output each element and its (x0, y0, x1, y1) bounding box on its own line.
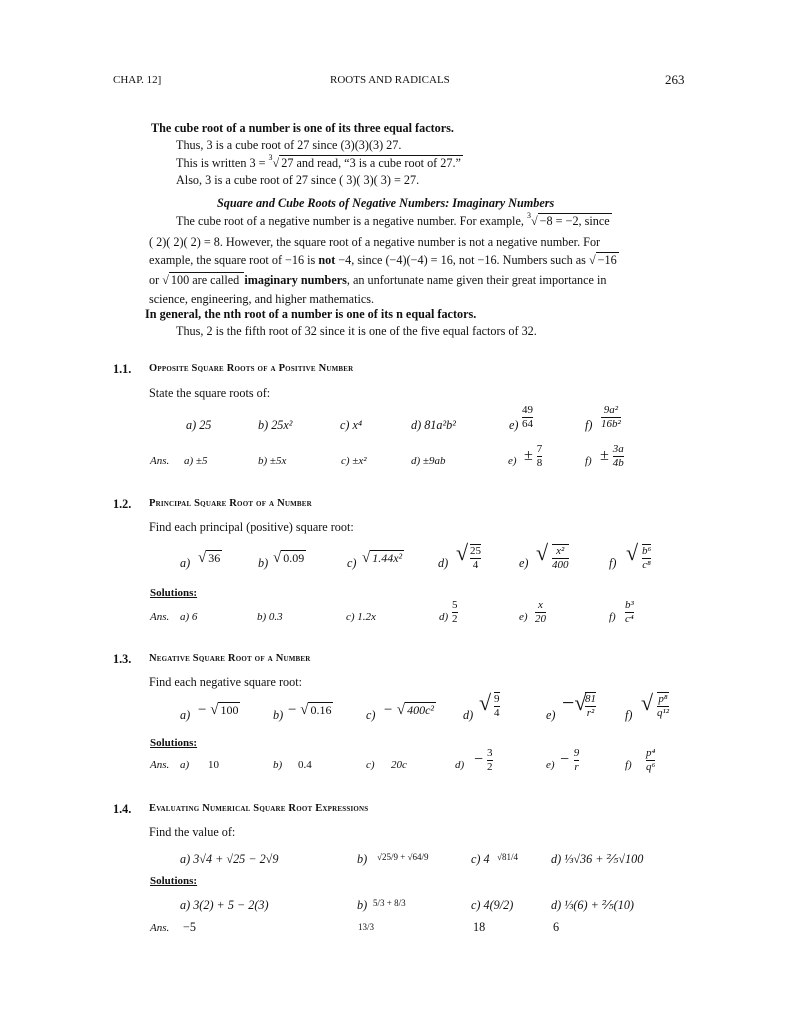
para-4b: 100 are called (170, 273, 243, 287)
p11-ans-f: f) (585, 455, 592, 467)
p14-expr-a: a) 3√4 + √25 − 2√9 (180, 852, 279, 866)
radicand: 0.16 (310, 703, 332, 717)
frac-num: 5 (452, 599, 458, 611)
p12-item-a: a) (180, 556, 191, 570)
p12-ans-d: d) (439, 611, 449, 623)
p13-ans-e-frac: − $\frac{9}{r}$ (559, 747, 580, 773)
frac-den: q¹² (657, 707, 670, 719)
cube-index: 3 (268, 153, 273, 162)
p12-ans-c: c) 1.2x (346, 611, 376, 623)
p11-ans-c: c) ±x² (341, 455, 367, 467)
p12-ans-e-frac (535, 599, 546, 626)
p13-e-fraction (585, 692, 596, 720)
problem-1-1-title: Opposite Square Roots of a Positive Number (149, 363, 354, 374)
cube-index-2: 3 (526, 211, 531, 220)
para-4a: or (149, 273, 160, 287)
p12-b-radical (273, 550, 306, 567)
p12-item-c: c) (347, 556, 357, 570)
problem-1-3-title: Negative Square Root of a Number (149, 653, 311, 664)
frac-den: 2 (452, 613, 458, 625)
frac-num: x² (556, 545, 565, 557)
p11-item-f: f) (585, 418, 593, 432)
intro-line-2b: 27 and read, “3 is a cube root of 27.” (281, 156, 461, 170)
para-4c: , an unfortunate name given their great importance in (346, 273, 607, 287)
para-3a: example, the square root of −16 is (149, 253, 319, 267)
page-number: 263 (665, 72, 685, 87)
chapter-label: CHAP. 12] (113, 74, 162, 86)
frac-den: q⁶ (646, 761, 656, 773)
problem-1-1-number: 1.1. (113, 362, 132, 376)
p12-solutions-label: Solutions: (150, 587, 198, 599)
p13-ans-f-frac (646, 747, 655, 774)
radical-sign-icon: √ (272, 156, 280, 170)
frac-num: 81 (585, 693, 596, 705)
p13-item-a: a) (180, 708, 191, 722)
frac-num: b⁶ (642, 545, 652, 557)
problem-1-2-prompt: Find each principal (positive) square root: (149, 520, 354, 534)
p11-f-fraction (601, 404, 621, 431)
running-title: ROOTS AND RADICALS (330, 74, 450, 86)
radicand: 1.44x² (372, 551, 403, 565)
p14-expr-b-label: b) (357, 852, 368, 866)
p14-sol-d: d) ⅓(6) + ⅖(10) (551, 898, 634, 912)
frac-den: 64 (522, 418, 533, 430)
radical-sign-icon: −√ (562, 690, 587, 715)
p14-expr-b: √25/9 + √64/9 (377, 852, 429, 862)
p13-c-radical: − √ 400c² (383, 702, 435, 718)
p11-ans-f-frac: ± $\frac{3a}{4b}$ (600, 443, 624, 469)
frac-num: 49 (522, 404, 533, 416)
p13-item-c: c) (366, 708, 376, 722)
p14-sol-b-label: b) (357, 898, 368, 912)
frac-num: 25 (470, 545, 481, 557)
p12-ans-b: b) 0.3 (257, 611, 283, 623)
frac-num: 7 (536, 443, 543, 455)
p14-sol-b: 5/3 + 8/3 (373, 898, 406, 908)
p11-ans-d: d) ±9ab (411, 455, 446, 467)
problem-1-3-prompt: Find each negative square root: (149, 675, 302, 689)
p12-ans-f: f) (609, 611, 616, 623)
p12-ans-d-frac (452, 599, 458, 626)
p12-item-f: f) (609, 556, 617, 570)
p11-item-e: e) (509, 418, 519, 432)
p14-expr-c-label: c) 4 (471, 852, 490, 866)
radical-sign-icon: √ (530, 214, 538, 228)
p13-ans-a-label: a) (180, 759, 190, 771)
p13-item-f: f) (625, 708, 633, 722)
p14-expr-c: √81/4 (497, 852, 518, 862)
para-3 (149, 253, 619, 268)
p12-ans-a: a) 6 (180, 611, 198, 623)
p12-ans-e: e) (519, 611, 528, 623)
frac-den: 4 (470, 558, 481, 572)
p12-item-d: d) (438, 556, 449, 570)
para-4 (149, 273, 606, 288)
radicand: 100 (220, 703, 239, 717)
problem-1-4-title: Evaluating Numerical Square Root Expressions (149, 803, 369, 814)
p11-item-a: a) 25 (186, 418, 212, 432)
p12-item-b: b) (258, 556, 269, 570)
problem-1-4-prompt: Find the value of: (149, 825, 236, 839)
frac-den: 8 (536, 457, 543, 469)
frac-den: c⁴ (625, 613, 634, 625)
p12-c-radical (362, 550, 404, 567)
problem-1-2-number: 1.2. (113, 497, 132, 511)
p12-d-fraction (470, 544, 481, 572)
para-4-bold: imaginary numbers (244, 273, 347, 287)
nth-root-definition: In general, the nth root of a number is one of its n equal factors. (145, 307, 477, 321)
p14-sol-a: a) 3(2) + 5 − 2(3) (180, 898, 269, 912)
radicand: 0.09 (283, 551, 305, 565)
para-1 (176, 211, 612, 230)
frac-num: 3 (487, 747, 493, 759)
problem-1-1-prompt: State the square roots of: (149, 386, 271, 400)
radical-sign-icon: √ (273, 550, 282, 566)
p14-expr-d: d) ⅓√36 + ⅖√100 (551, 852, 644, 866)
p14-sol-c: c) 4(9/2) (471, 898, 514, 912)
frac-num: 9a² (603, 404, 619, 416)
intro-line-2 (176, 153, 463, 172)
p13-d-fraction (494, 692, 500, 720)
problem-1-4-number: 1.4. (113, 802, 132, 816)
p13-ans-d-frac: − $\frac{3}{2}$ (474, 747, 493, 773)
radical-sign-icon: √ (210, 702, 219, 718)
p11-ans-e-frac: ± $\frac{7}{8}$ (524, 443, 543, 469)
p11-ans-a: a) ±5 (184, 455, 208, 467)
frac-den: 20 (535, 613, 546, 625)
p11-ans-label: Ans. (150, 455, 170, 467)
problem-1-3-number: 1.3. (113, 652, 132, 666)
p14-ans-a: −5 (183, 920, 196, 934)
p11-item-c: c) x⁴ (340, 418, 363, 432)
p13-ans-f-label: f) (625, 759, 632, 771)
p13-item-b: b) (273, 708, 284, 722)
radical-sign-icon: √ (162, 273, 169, 287)
radical-sign-icon: √ (536, 540, 549, 565)
p13-ans-c: 20c (391, 759, 407, 771)
para-3c: −16 (597, 253, 617, 267)
intro-line-3: Also, 3 is a cube root of 27 since ( 3)( 3)( 3) = 27. (176, 173, 420, 187)
radical-sign-icon: √ (479, 690, 492, 715)
frac-den: 16b² (601, 418, 621, 430)
p13-ans-a: 10 (208, 759, 219, 771)
p13-ans-b-label: b) (273, 759, 283, 771)
para-3-not: not (318, 253, 336, 267)
para-5: science, engineering, and higher mathematics. (149, 292, 375, 306)
p14-ans-b: 13/3 (358, 922, 375, 932)
p13-ans-label: Ans. (150, 759, 170, 771)
para-3b: −4, since (−4)(−4) = 16, not −16. Numbers such as (338, 253, 586, 267)
radical-sign-icon: √ (396, 702, 406, 718)
frac-num: 9 (573, 747, 580, 759)
frac-den: r² (586, 707, 595, 719)
p13-ans-e-label: e) (546, 759, 555, 771)
radical-sign-icon: √ (588, 253, 596, 267)
section-subhead: Square and Cube Roots of Negative Numbers: Imaginary Numbers (217, 196, 555, 210)
radicand: 36 (208, 551, 221, 565)
problem-1-2-title: Principal Square Root of a Number (149, 498, 312, 509)
p13-f-fraction (657, 692, 669, 720)
p14-ans-c: 18 (473, 920, 486, 934)
p14-ans-label: Ans. (150, 922, 170, 934)
p13-ans-b: 0.4 (298, 759, 312, 771)
p12-f-fraction (642, 544, 651, 572)
p14-solutions-label: Solutions: (150, 875, 198, 887)
p12-a-radical (198, 550, 222, 567)
frac-num: p⁴ (646, 747, 656, 759)
p11-item-d: d) 81a²b² (411, 418, 456, 432)
para-1a: The cube root of a negative number is a negative number. For example, (176, 214, 524, 228)
radical-sign-icon: √ (641, 690, 654, 715)
p12-e-fraction (552, 544, 569, 572)
frac-den: 400 (552, 559, 569, 571)
radical-sign-icon: √ (300, 702, 309, 718)
frac-num: b³ (625, 599, 634, 611)
frac-num: x (538, 599, 543, 611)
para-2: ( 2)( 2)( 2) = 8. However, the square root of a negative number is not a negative number. For (149, 235, 601, 249)
frac-num: 9 (494, 693, 500, 705)
frac-den: 4b (612, 457, 624, 469)
p11-ans-e: e) (508, 455, 517, 467)
p13-solutions-label: Solutions: (150, 737, 198, 749)
intro-line-2a: This is written 3 = (176, 156, 269, 170)
frac-num: p⁸ (658, 693, 668, 705)
cube-root-definition: The cube root of a number is one of its three equal factors. (151, 121, 454, 135)
p11-e-fraction (522, 404, 533, 431)
p11-ans-b: b) ±5x (258, 455, 287, 467)
p11-item-b: b) 25x² (258, 418, 293, 432)
p13-ans-d-label: d) (455, 759, 465, 771)
para-1b: −8 = −2, since (539, 214, 610, 228)
radical-sign-icon: √ (626, 540, 639, 565)
frac-num: 3a (612, 443, 624, 455)
p12-ans-label: Ans. (150, 611, 170, 623)
p13-b-radical: − √ 0.16 (288, 702, 332, 718)
radical-sign-icon: √ (198, 550, 207, 566)
p13-item-e: e) (546, 708, 556, 722)
radical-sign-icon: √ (362, 550, 371, 566)
p13-ans-c-label: c) (366, 759, 375, 771)
p14-ans-d: 6 (553, 920, 560, 934)
intro-line-1: Thus, 3 is a cube root of 27 since (3)(3)(3) 27. (176, 138, 402, 152)
radical-sign-icon: √ (456, 540, 469, 565)
p12-ans-f-frac (625, 599, 634, 626)
p13-a-radical: − √ 100 (198, 702, 239, 718)
nth-root-example: Thus, 2 is the fifth root of 32 since it is one of the five equal factors of 32. (176, 324, 537, 338)
frac-den: c⁸ (642, 559, 652, 571)
frac-den: 2 (487, 761, 493, 773)
p12-item-e: e) (519, 556, 529, 570)
frac-den: 4 (494, 707, 500, 719)
p13-item-d: d) (463, 708, 474, 722)
radicand: 400c² (407, 703, 435, 717)
frac-den: r (574, 761, 579, 773)
